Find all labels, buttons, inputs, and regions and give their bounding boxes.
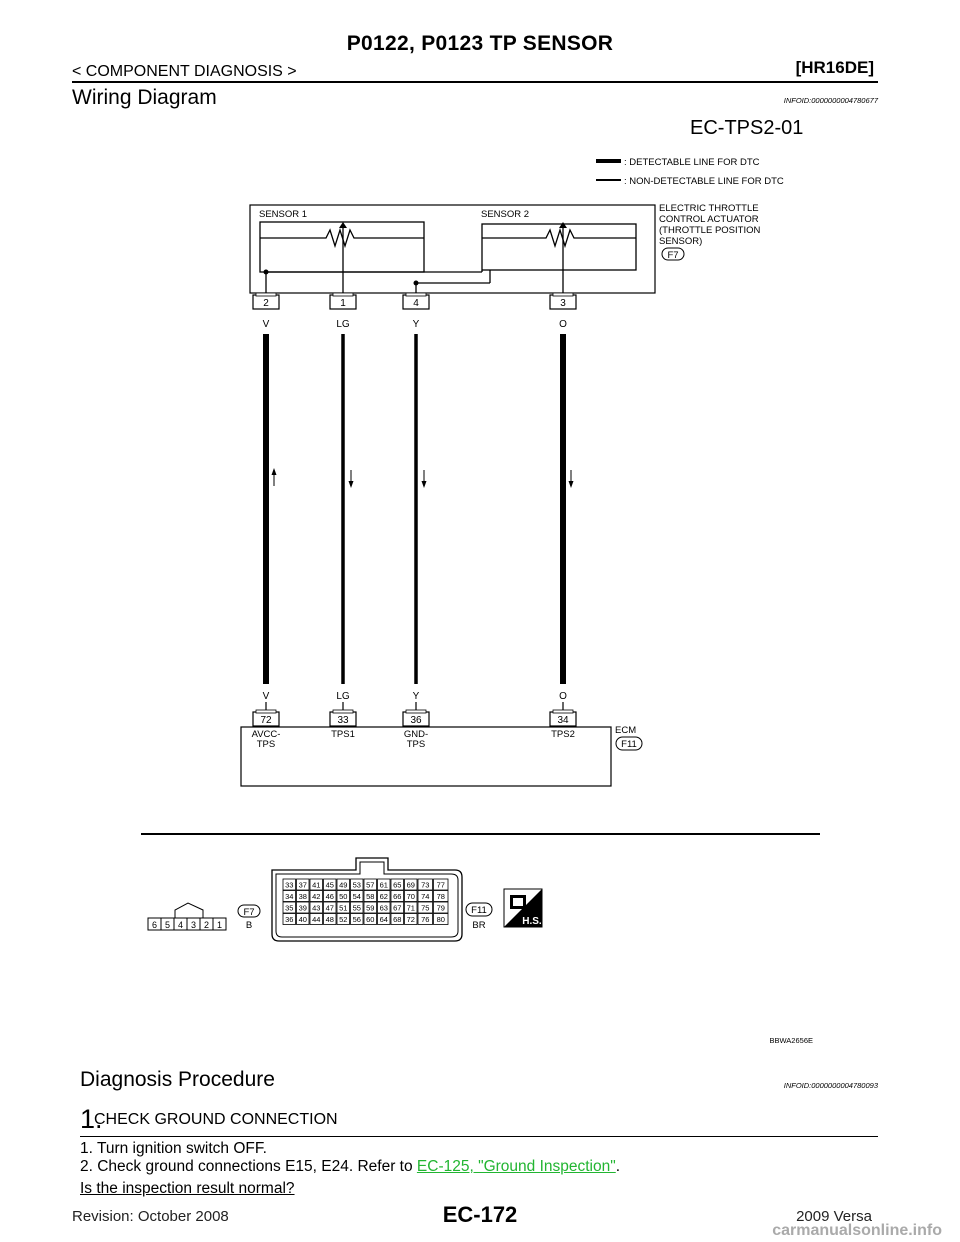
top-pin-number: 2 [263,298,269,309]
f11-connector-view [272,858,492,941]
f11-pin-number: 78 [436,892,445,901]
actuator-label-2: CONTROL ACTUATOR [659,214,759,225]
top-wire-color: Y [412,319,420,330]
f7-pin-number: 1 [216,920,223,930]
signal-arrow-head [272,468,277,475]
actuator-connector-id: F7 [667,250,679,261]
f11-pin-number: 48 [325,915,334,924]
f11-pin-number: 52 [339,915,348,924]
f11-pin-number: 43 [312,903,321,913]
f11-color: BR [472,920,486,931]
f11-pin-number: 76 [421,915,430,924]
engine-label: [HR16DE] [795,58,874,77]
f11-pin-number: 64 [379,915,388,924]
f11-pin-number: 77 [436,880,445,890]
signal-arrow-head [422,481,427,488]
f11-pin-number: 56 [352,915,361,924]
f11-pin-number: 33 [285,880,294,890]
signal-arrow-head [349,481,354,488]
f11-pin-number: 73 [421,880,430,890]
legend-nondetectable-text: : NON-DETECTABLE LINE FOR DTC [624,176,784,187]
top-pin-tab [406,293,426,296]
f7-pin-number: 2 [203,920,210,930]
f11-pin-number: 44 [312,915,321,924]
f7-pin-number: 3 [190,920,197,930]
figure-code: BBWA2656E [769,1036,813,1045]
harness-wires [266,334,574,684]
ground-inspection-link[interactable]: EC-125, "Ground Inspection" [416,1158,616,1175]
f11-pin-number: 45 [325,880,334,890]
f11-pin-number: 36 [285,915,294,924]
top-pin-number: 3 [560,298,566,309]
wiring-diagram-heading: Wiring Diagram [72,86,217,109]
ecm-pin-number: 34 [557,715,569,726]
top-pin-number: 4 [413,298,419,309]
sensor1-circuit [260,222,424,272]
f11-pin-number: 65 [393,880,402,890]
f11-pin-number: 38 [298,892,307,901]
internal-bus [266,238,563,296]
f11-pin-number: 71 [406,903,415,913]
ecm-connector-id: F11 [621,739,637,750]
bottom-wire-color: V [262,691,270,702]
f11-pin-number: 66 [393,892,402,901]
inspection-question[interactable]: Is the inspection result normal? [80,1180,295,1197]
f7-pin-number: 4 [177,920,184,930]
top-pin-tab [333,293,353,296]
top-wire-color: O [559,319,567,330]
f11-pin-number: 74 [421,892,430,901]
ecm-pin-number: 36 [410,715,422,726]
f11-pin-number: 67 [393,903,402,913]
step-number: 1. [80,1104,103,1134]
actuator-box [250,205,655,293]
top-wire-color: V [262,319,270,330]
f11-pin-number: 41 [312,880,321,890]
step-title: CHECK GROUND CONNECTION [94,1111,338,1128]
step-line-2-text: 2. Check ground connections E15, E24. Refer to [80,1158,417,1175]
f11-pin-number: 46 [325,892,334,901]
sensor2-wiper [559,222,567,228]
f11-pin-number: 60 [366,915,375,924]
top-pin-tab [553,293,573,296]
ecm-pins [252,691,576,750]
bottom-wire-color: Y [412,691,420,702]
model-year: 2009 Versa [796,1208,872,1225]
step-line-2 [80,1158,620,1176]
f7-color: B [245,920,253,931]
diagnosis-heading: Diagnosis Procedure [80,1068,275,1091]
f11-pin-number: 55 [352,903,361,913]
f7-id: F7 [243,907,255,918]
f11-pin-number: 79 [436,903,445,913]
sensor1-label: SENSOR 1 [259,209,308,220]
actuator-pins [253,293,576,330]
step-rule [80,1136,878,1137]
f7-connector-view [148,903,260,931]
f11-pin-number: 58 [366,892,375,901]
top-pin-tab [256,293,276,296]
bottom-wire-color: O [559,691,567,702]
ecm-pin-tab [553,710,573,713]
section-label: < COMPONENT DIAGNOSIS > [72,63,297,80]
junction-2 [414,281,419,286]
watermark: carmanualsonline.info [772,1222,942,1239]
f11-pin-number: 54 [352,892,361,901]
f11-pin-number: 40 [298,915,307,924]
f11-pin-number: 59 [366,903,375,913]
junction-1 [264,270,269,275]
ecm-pin-number: 33 [337,715,349,726]
revision-date: Revision: October 2008 [72,1208,229,1225]
ecm-terminal-name-2: TPS [406,739,426,750]
f11-pin-number: 72 [406,915,415,924]
ecm-terminal-name-2: TPS [256,739,276,750]
legend-detectable-text: : DETECTABLE LINE FOR DTC [624,157,760,168]
f11-pin-number: 63 [379,903,388,913]
step-line-1: 1. Turn ignition switch OFF. [80,1140,267,1157]
diagram-id: EC-TPS2-01 [690,117,804,139]
f11-pin-number: 80 [436,915,445,924]
f11-id: F11 [471,905,487,916]
page-number: EC-172 [442,1202,518,1227]
ecm-pin-tab [406,710,426,713]
f11-pin-number: 75 [421,903,430,913]
hs-label: H.S. [522,916,542,927]
signal-arrow-head [569,481,574,488]
f11-pin-number: 50 [339,892,348,901]
f11-pin-number: 61 [379,880,388,890]
top-pin-number: 1 [340,298,346,309]
ecm-terminal-name: GND- [403,729,429,740]
sensor1-wiper [339,222,347,228]
f11-pin-number: 42 [312,892,321,901]
f7-pin-number: 6 [151,920,158,930]
f11-pin-number: 47 [325,903,334,913]
hs-icon [504,889,542,927]
f11-pin-number: 53 [352,880,361,890]
f11-pin-number: 49 [339,880,348,890]
ecm-terminal-name: TPS2 [551,729,575,740]
f11-pin-number: 68 [393,915,402,924]
sensor2-label: SENSOR 2 [481,209,530,220]
f11-pin-number: 62 [379,892,388,901]
f7-pin-number: 5 [164,920,171,930]
diagnosis-infoid: INFOID:0000000004780093 [783,1081,878,1090]
f11-pin-number: 35 [285,903,294,913]
f11-pin-number: 51 [339,903,348,913]
bottom-wire-color: LG [336,691,350,702]
wiring-infoid: INFOID:0000000004780677 [783,96,878,105]
page-title: P0122, P0123 TP SENSOR [346,32,614,55]
f11-pin-number: 39 [298,903,307,913]
ecm-label: ECM [615,725,637,736]
ecm-pin-tab [256,710,276,713]
ecm-terminal-name: AVCC- [251,729,281,740]
actuator-label-4: SENSOR) [659,236,703,247]
top-wire-color: LG [336,319,350,330]
ecm-pin-tab [333,710,353,713]
f11-pin-number: 34 [285,892,294,901]
ecm-terminal-name: TPS1 [331,729,355,740]
f11-pin-number: 69 [406,880,415,890]
f11-pin-number: 37 [298,880,307,890]
actuator-label-3: (THROTTLE POSITION [659,225,761,236]
step-line-2-end: . [615,1158,621,1175]
f11-pin-number: 57 [366,880,375,890]
sensor2-circuit [482,224,636,270]
f11-pin-number: 70 [406,892,415,901]
actuator-label-1: ELECTRIC THROTTLE [659,203,759,214]
ecm-pin-number: 72 [260,715,272,726]
